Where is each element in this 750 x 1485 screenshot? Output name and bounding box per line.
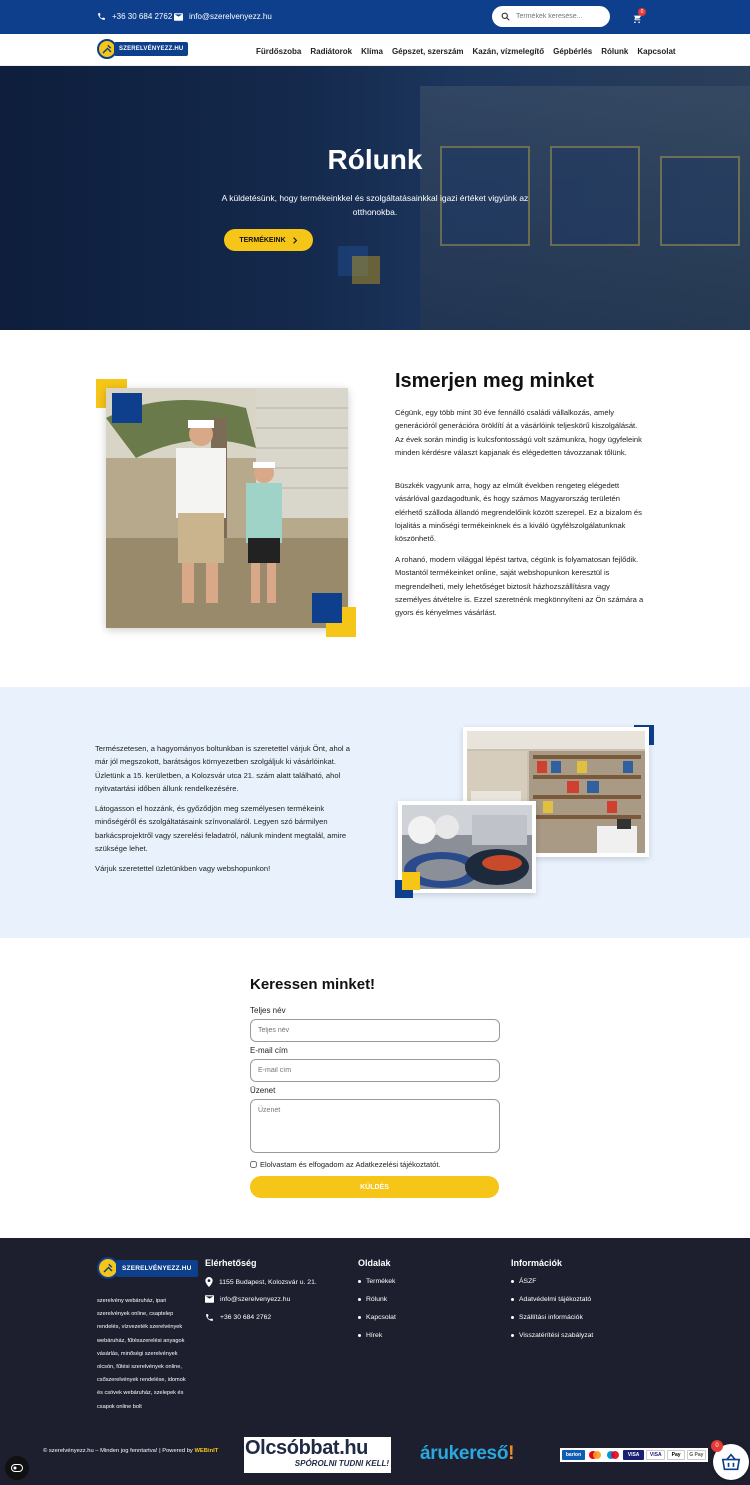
- store-pipes-photo: [402, 805, 532, 889]
- email-text: info@szerelvenyezz.hu: [189, 12, 272, 21]
- decor-square: [312, 593, 342, 623]
- products-button[interactable]: [224, 229, 313, 251]
- arukereso-badge[interactable]: [420, 1443, 514, 1465]
- cart-button[interactable]: [632, 11, 642, 29]
- footer-phone[interactable]: [205, 1313, 271, 1322]
- nav-item-furdoszoba[interactable]: Fürdőszoba: [256, 47, 302, 56]
- nav-item-rolunk[interactable]: Rólunk: [601, 47, 629, 56]
- decor-square: [352, 256, 380, 284]
- store-paragraph: Látogasson el hozzánk, és győződjön meg személyesen termékeink minőségéről és szolgáltatásaink színvonaláról. Legyen szó bármilyen barkácsprojektről vagy szerelési feladatról, nálunk mindent megtalál, amire szüksége lehet.: [95, 804, 347, 853]
- logo-text: SZERELVÉNYEZZ.HU: [116, 1260, 198, 1277]
- footer-pages-title: Oldalak: [358, 1258, 391, 1268]
- phone-icon: [97, 12, 106, 21]
- message-label: Üzenet: [250, 1086, 276, 1095]
- olcsobbat-title: Olcsóbbat.hu: [245, 1437, 368, 1459]
- google-pay-logo: G Pay: [687, 1450, 706, 1460]
- consent-row: [250, 1160, 441, 1169]
- search-box: [492, 6, 610, 27]
- footer-contact-title: Elérhetőség: [205, 1258, 257, 1268]
- store-paragraph: Várjuk szeretettel üzletünkben vagy webshopunkon!: [95, 864, 271, 873]
- email-text: info@szerelvenyezz.hu: [220, 1295, 291, 1303]
- footer: [0, 1238, 750, 1485]
- mastercard-icon: [587, 1450, 603, 1460]
- footer-link-termekek[interactable]: Termékek: [358, 1278, 395, 1285]
- footer-link-kapcsolat[interactable]: Kapcsolat: [358, 1314, 396, 1321]
- payment-methods: [560, 1448, 708, 1462]
- powered-by-link[interactable]: WEBinIT: [194, 1448, 219, 1454]
- decor-square: [112, 393, 142, 423]
- email-label: E-mail cím: [250, 1046, 288, 1055]
- search-icon[interactable]: [501, 12, 510, 21]
- barion-logo: barion: [562, 1450, 585, 1460]
- logo[interactable]: [97, 39, 188, 59]
- nav-item-klima[interactable]: Klíma: [361, 47, 383, 56]
- mail-icon: [174, 13, 183, 21]
- nav-item-gepeszet[interactable]: Gépszet, szerszám: [391, 47, 464, 56]
- about-paragraph: Cégünk, egy több mint 30 éve fennálló családi vállalkozás, amely generációról generációra öröklítí át a vásárlóink teljeskörű kiszolgálását. Az évek során mindig is kulcsfontosságú volt számunkra, hogy ügyfeleink minden kérdésre választ kapjanak és elégedetten távozzanak tőlünk.: [395, 408, 642, 457]
- hero-banner: [0, 66, 750, 330]
- logo-text: SZERELVÉNYEZZ.HU: [114, 42, 188, 56]
- footer-logo[interactable]: [97, 1257, 198, 1279]
- visa-electron-logo: VISA: [646, 1450, 665, 1460]
- footer-email[interactable]: [205, 1295, 290, 1303]
- about-paragraph: Büszkék vagyunk arra, hogy az elmúlt években rengeteg elégedett vásárlóval gazdagodtunk, és hogy számos Magyarország területén elérhető szálloda állandó megrendelőink között szerepel. Ez a bizalom és lojalitás a minőségi termékeinknek és a kiváló ügyfélszolgálatunknak köszönhető.: [395, 481, 642, 544]
- mail-icon: [205, 1295, 214, 1303]
- location-pin-icon: [205, 1277, 213, 1287]
- top-bar: [0, 0, 750, 34]
- phone-link[interactable]: [97, 12, 172, 21]
- consent-text: Elolvastam és elfogadom az Adatkezelési tájékoztatót.: [260, 1160, 441, 1169]
- arukereso-mark: !: [508, 1443, 515, 1464]
- nav-item-kazan[interactable]: Kazán, vízmelegítő: [472, 47, 545, 56]
- footer-link-aszf[interactable]: ÁSZF: [511, 1278, 536, 1285]
- floating-cart-button[interactable]: [713, 1444, 749, 1480]
- about-paragraph: A rohanó, modern világgal lépést tartva, cégünk is folyamatosan fejlődik. Mostantól termékeinket online, saját webshopunkon keresztül is megrendelheti, mely lehetőséget biztosít házhozszállításra vagy személyes átvételre is. Ezzel szeretnénk megkönnyíteni az Ön számára a gyors és kényelmes vásárlást.: [395, 555, 644, 618]
- phone-text: +36 30 684 2762: [220, 1314, 272, 1321]
- footer-link-rolunk[interactable]: Rólunk: [358, 1296, 387, 1303]
- store-paragraph: Természetesen, a hagyományos boltunkban is szeretettel várjuk Önt, ahol a már jól megszokott, barátságos környezetben szolgáljuk ki vásárlóinkat. Üzletünk a 15. kerületben, a Kolozsvár utca 21. szám alatt található, ahol nyitvatartási időben állunk rendelkezésére.: [95, 744, 350, 793]
- about-title: Ismerjen meg minket: [395, 370, 594, 392]
- decor-square: [402, 872, 420, 890]
- phone-text: +36 30 684 2762: [112, 12, 173, 21]
- maestro-icon: [605, 1450, 621, 1460]
- copyright: [43, 1448, 218, 1454]
- search-input[interactable]: [516, 13, 606, 20]
- chevron-right-icon: [292, 237, 298, 244]
- footer-link-privacy[interactable]: Adatvédelmi tájékoztató: [511, 1296, 591, 1303]
- submit-button[interactable]: KÜLDÉS: [250, 1176, 499, 1198]
- footer-info-title: Információk: [511, 1258, 563, 1268]
- family-photo: [106, 388, 348, 628]
- name-label: Teljes név: [250, 1006, 286, 1015]
- address-text: 1155 Budapest, Kolozsvár u. 21.: [219, 1278, 317, 1286]
- store-section: [0, 687, 750, 938]
- name-field[interactable]: [250, 1019, 500, 1042]
- products-button-label: TERMÉKEINK: [239, 236, 286, 244]
- footer-address: [205, 1277, 317, 1287]
- arukereso-text: árukereső: [420, 1443, 509, 1464]
- consent-checkbox[interactable]: [250, 1161, 257, 1168]
- form-title: Keressen minket!: [250, 976, 376, 993]
- nav-item-gepberles[interactable]: Gépbérlés: [553, 47, 593, 56]
- footer-description: szerelvény webáruház, ipari szerelvények online, csaptelep rendelés, vízvezeték szerelvények webáruház, fűtésszerelési anyagok vásárlás, minőségi szerelvények olcsón, fűtési szerelvények online, csőszerelvények rendelése, idomok és csövek webáruház, szelepek és csapok online bolt: [97, 1298, 186, 1410]
- page-title: Rólunk: [327, 144, 423, 175]
- cookie-icon: [11, 1463, 23, 1473]
- main-nav: [0, 34, 750, 66]
- footer-link-hirek[interactable]: Hírek: [358, 1332, 382, 1339]
- apple-pay-logo: Pay: [667, 1450, 684, 1460]
- olcsobbat-slogan: SPÓROLNI TUDNI KELL!: [294, 1459, 389, 1468]
- message-field[interactable]: [250, 1099, 500, 1153]
- cart-count-badge: 0: [638, 8, 646, 16]
- visa-logo: VISA: [623, 1450, 644, 1460]
- family-photo-frame: [106, 388, 348, 628]
- cookie-settings-button[interactable]: [5, 1456, 29, 1480]
- nav-item-radiatorok[interactable]: Radiátorok: [310, 47, 353, 56]
- footer-link-refund[interactable]: Visszatérítési szabályzat: [511, 1332, 593, 1339]
- olcsobbat-badge[interactable]: [244, 1437, 391, 1473]
- nav-menu: [256, 47, 685, 56]
- email-field[interactable]: [250, 1059, 500, 1082]
- cart-count-badge: 0: [711, 1440, 723, 1452]
- email-link[interactable]: [174, 12, 272, 21]
- hero-subtitle: A küldetésünk, hogy termékeinkkel és szolgáltatásainkkal igazi értéket vigyünk az otthonokba.: [221, 193, 529, 217]
- basket-icon: [721, 1453, 741, 1471]
- phone-icon: [205, 1313, 214, 1322]
- footer-link-shipping[interactable]: Szállítási információk: [511, 1314, 583, 1321]
- nav-item-kapcsolat[interactable]: Kapcsolat: [637, 47, 676, 56]
- copyright-text: © szerelvényezz.hu – Minden jog fenntartva! | Powered by: [43, 1448, 195, 1454]
